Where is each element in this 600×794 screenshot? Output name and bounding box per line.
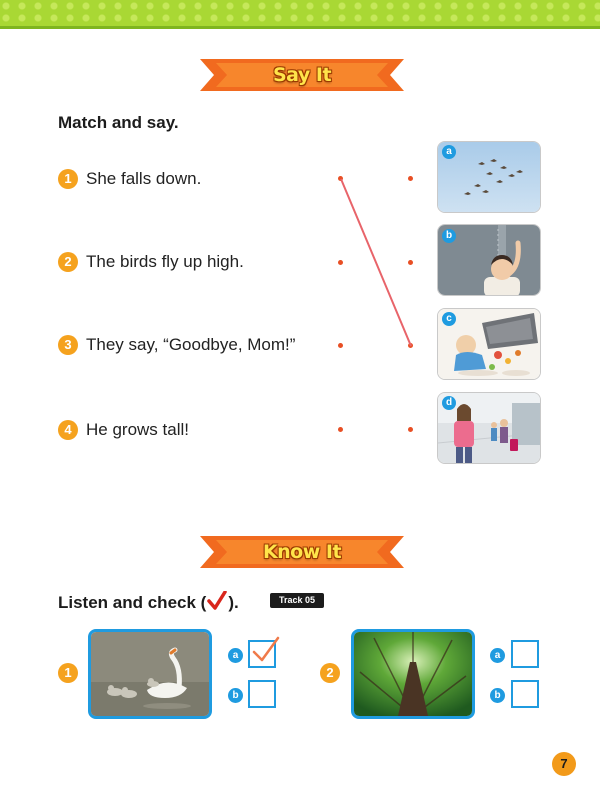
checkmark-symbol-icon	[206, 591, 228, 609]
checkmark-icon	[252, 636, 280, 664]
say-it-title: Say It	[272, 64, 332, 86]
question-1-option-b-checkbox[interactable]	[248, 680, 276, 708]
page-number: 7	[552, 752, 576, 776]
item-sentence: He grows tall!	[86, 420, 189, 439]
know-it-banner	[200, 534, 404, 570]
match-instruction: Match and say.	[58, 113, 179, 132]
question-1-option-a-checkbox[interactable]	[248, 640, 276, 668]
option-letter-b: b	[490, 688, 505, 703]
question-number-1: 1	[58, 663, 78, 683]
item-sentence: They say, “Goodbye, Mom!”	[86, 335, 296, 354]
item-number-badge: 3	[58, 335, 78, 355]
question-2-option-b-checkbox[interactable]	[511, 680, 539, 708]
item-sentence: She falls down.	[86, 169, 202, 188]
question-2-picture	[351, 629, 475, 719]
check-instruction-start: Listen and check (	[58, 593, 207, 612]
picture-letter-d: d	[442, 396, 456, 410]
picture-letter-a: a	[442, 145, 456, 159]
question-2-option-a-checkbox[interactable]	[511, 640, 539, 668]
option-letter-a: a	[228, 648, 243, 663]
item-number-badge: 4	[58, 420, 78, 440]
track-label[interactable]: Track 05	[270, 593, 324, 608]
item-sentence: The birds fly up high.	[86, 252, 244, 271]
swan-with-cygnets-photo	[91, 632, 209, 716]
item-number-badge: 1	[58, 169, 78, 189]
question-1-picture	[88, 629, 212, 719]
question-number-2: 2	[320, 663, 340, 683]
picture-letter-c: c	[442, 312, 456, 326]
picture-letter-b: b	[442, 229, 456, 243]
option-letter-a: a	[490, 648, 505, 663]
tall-tree-from-below-photo	[354, 632, 472, 716]
know-it-title: Know It	[262, 541, 342, 563]
check-instruction	[58, 591, 239, 613]
check-instruction-end: ).	[228, 593, 239, 612]
item-number-badge: 2	[58, 252, 78, 272]
option-letter-b: b	[228, 688, 243, 703]
